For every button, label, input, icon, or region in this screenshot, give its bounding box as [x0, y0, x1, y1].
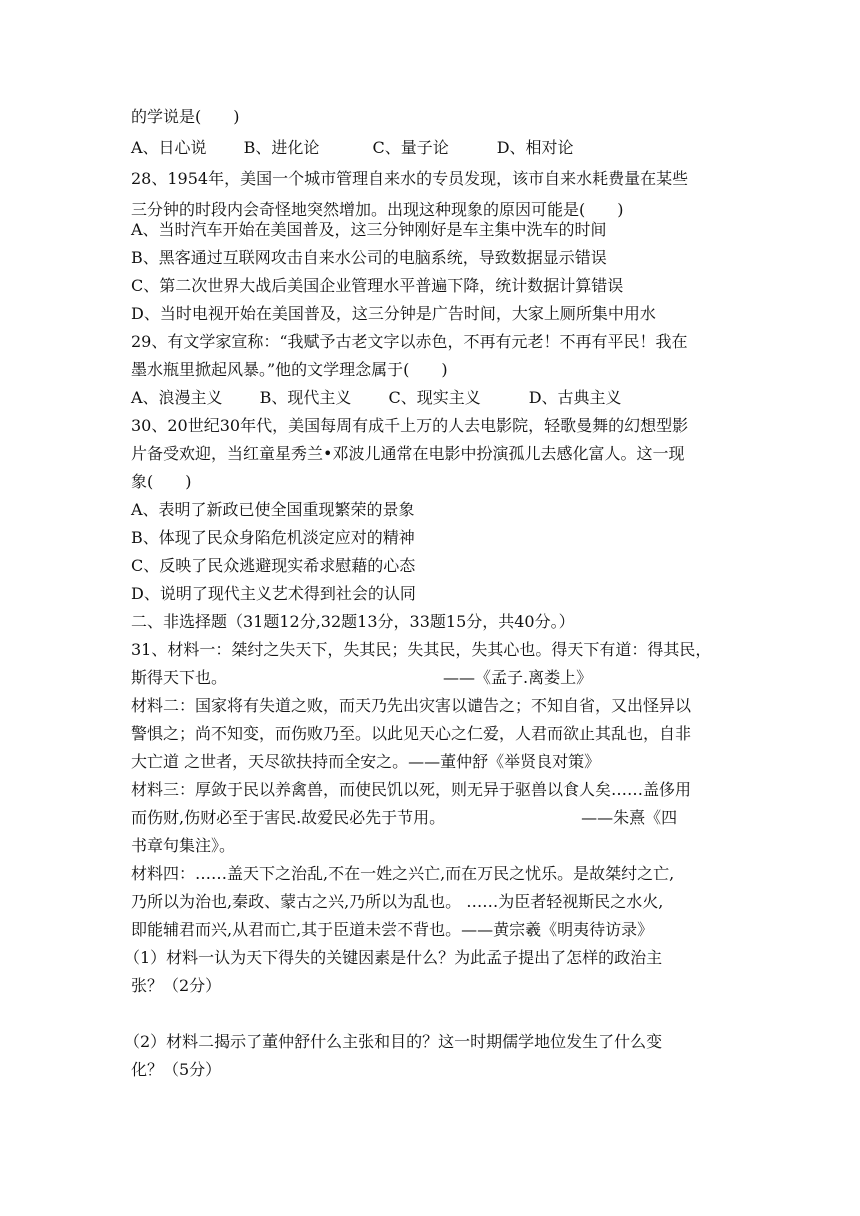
q30-option-c: C、反映了民众逃避现实希求慰藉的心态 [131, 556, 416, 575]
q28-stem-line-1: 28、1954年，美国一个城市管理自来水的专员发现，该市自来水耗费量在某些 [131, 169, 689, 188]
q31-material-three-line-1: 材料三：厚敛于民以养禽兽，而使民饥以死，则无异于驱兽以食人矣……盖侈用 [131, 780, 692, 799]
q30-stem-line-2: 片备受欢迎，当红童星秀兰•邓波儿通常在电影中扮演孤儿去感化富人。这一现 [131, 444, 685, 463]
section-two-heading: 二、非选择题（31题12分,32题13分，33题15分，共40分。） [131, 612, 575, 631]
q27-options: A、日心说 B、进化论 C、量子论 D、相对论 [131, 138, 574, 157]
q30-option-d: D、说明了现代主义艺术得到社会的认同 [131, 584, 416, 603]
q30-option-a: A、表明了新政已使全国重现繁荣的景象 [131, 500, 415, 519]
q28-option-b: B、黑客通过互联网攻击自来水公司的电脑系统，导致数据显示错误 [131, 248, 607, 267]
q28-option-d: D、当时电视开始在美国普及，这三分钟是广告时间，大家上厕所集中用水 [131, 304, 656, 323]
q31-material-three-line-2: 而伤财,伤财必至于害民.故爱民必先于节用。 ——朱熹《四 [131, 808, 678, 827]
q31-material-three-line-3: 书章句集注》。 [131, 836, 236, 855]
q29-stem-line-1: 29、有文学家宣称：“我赋予古老文字以赤色，不再有元老！不再有平民！我在 [131, 332, 688, 351]
q31-material-four-line-2: 乃所以为治也,秦政、蒙古之兴,乃所以为乱也。 ……为臣者轻视斯民之水火, [131, 892, 664, 911]
q31-material-two-line-1: 材料二：国家将有失道之败，而天乃先出灾害以谴告之；不知自省，又出怪异以 [131, 696, 692, 715]
q31-material-four-line-3: 即能辅君而兴,从君而亡,其于臣道未尝不背也。——黄宗羲《明夷待访录》 [131, 920, 654, 939]
q31-material-four-line-1: 材料四：……盖天下之治乱,不在一姓之兴亡,而在万民之忧乐。是故桀纣之亡, [131, 864, 675, 883]
q28-option-c: C、第二次世界大战后美国企业管理水平普遍下降，统计数据计算错误 [131, 276, 624, 295]
q30-option-b: B、体现了民众身陷危机淡定应对的精神 [131, 528, 415, 547]
q28-stem-line-2: 三分钟的时段内会奇怪地突然增加。出现这种现象的原因可能是( ) [131, 200, 624, 219]
q30-stem-line-1: 30、20世纪30年代，美国每周有成千上万的人去电影院，轻歌曼舞的幻想型影 [131, 416, 689, 435]
q31-material-one-line-2: 斯得天下也。 ——《孟子.离娄上》 [131, 668, 593, 687]
q28-option-a: A、当时汽车开始在美国普及，这三分钟刚好是车主集中洗车的时间 [131, 220, 607, 239]
q30-stem-line-3: 象( ) [131, 472, 192, 491]
q31-material-two-line-2: 警惧之；尚不知变，而伤败乃至。以此见天心之仁爱，人君而欲止其乱也，自非 [131, 724, 692, 743]
q31-material-one-line-1: 31、材料一：桀纣之失天下，失其民；失其民，失其心也。得天下有道：得其民， [131, 640, 712, 659]
q31-sub1-line-2: 张？（2分） [131, 976, 222, 995]
q31-sub1-line-1: （1）材料一认为天下得失的关键因素是什么？为此孟子提出了怎样的政治主 [124, 948, 663, 967]
q31-sub2-line-1: （2）材料二揭示了董仲舒什么主张和目的？这一时期儒学地位发生了什么变 [124, 1032, 663, 1051]
q27-stem-continuation: 的学说是( ) [131, 107, 240, 126]
q31-material-two-line-3: 大亡道 之世者，天尽欲扶持而全安之。——董仲舒《举贤良对策》 [131, 752, 601, 771]
q29-stem-line-2: 墨水瓶里掀起风暴。”他的文学理念属于( ) [131, 360, 448, 379]
q31-sub2-line-2: 化？（5分） [131, 1060, 222, 1079]
q29-options: A、浪漫主义 B、现代主义 C、现实主义 D、古典主义 [131, 388, 622, 407]
